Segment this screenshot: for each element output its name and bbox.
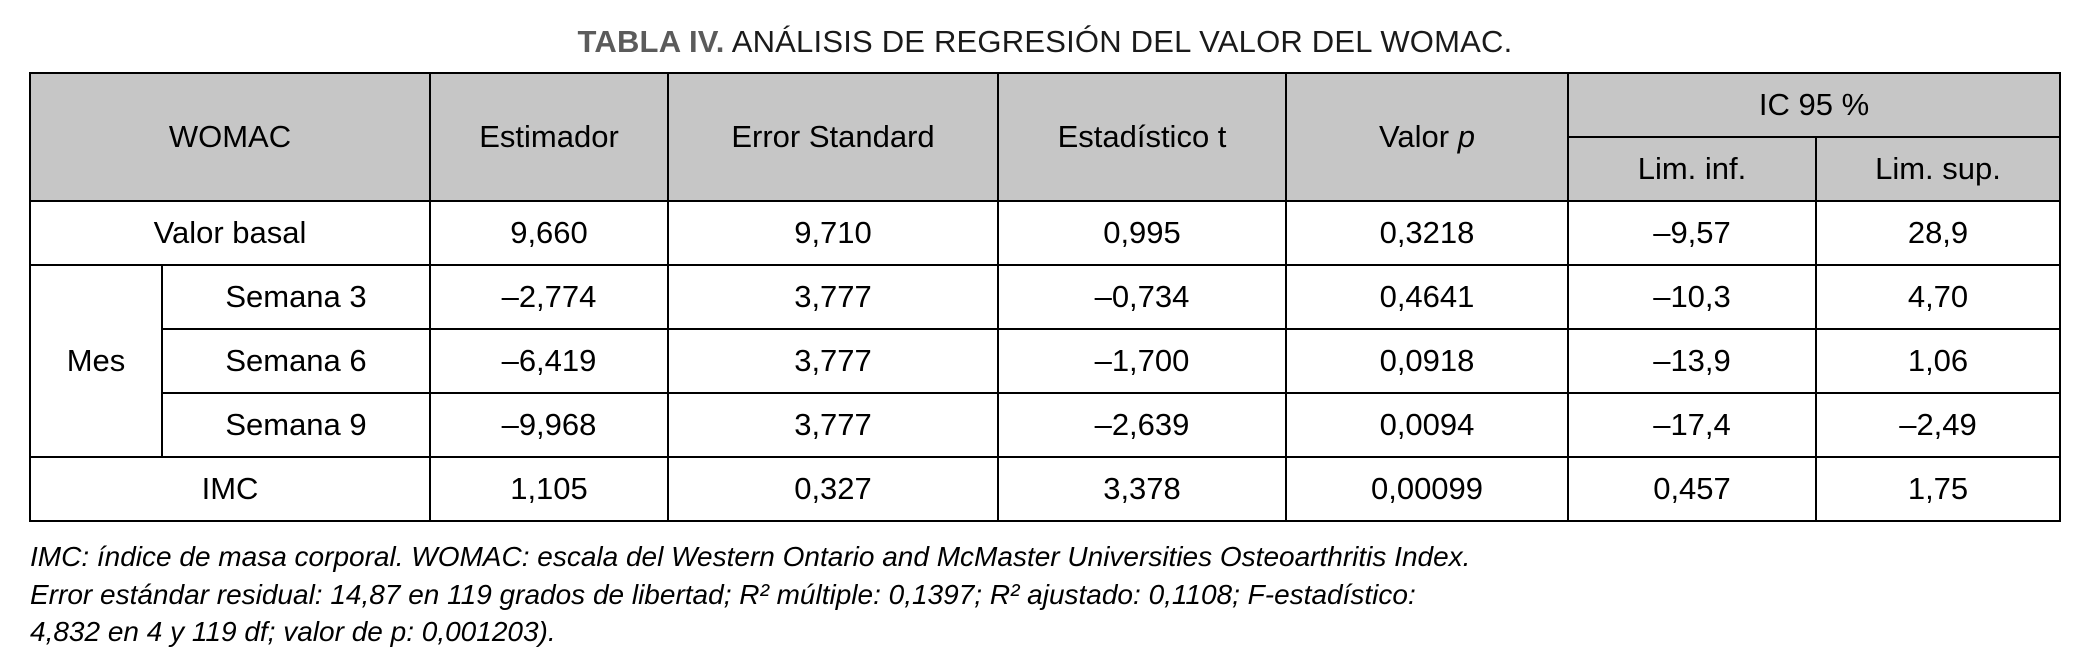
row-label-imc: IMC [30, 457, 430, 521]
cell-error-standard: 0,327 [668, 457, 998, 521]
cell-valor-p: 0,00099 [1286, 457, 1568, 521]
cell-lim-sup: –2,49 [1816, 393, 2060, 457]
header-valor-p-prefix: Valor [1379, 119, 1458, 154]
cell-error-standard: 3,777 [668, 265, 998, 329]
footnote-line-2: Error estándar residual: 14,87 en 119 grados de libertad; R² múltiple: 0,1397; R² ajustado: 0,1108; F-estadístico: [30, 578, 1416, 610]
cell-estadistico-t: –2,639 [998, 393, 1286, 457]
cell-lim-inf: –13,9 [1568, 329, 1816, 393]
cell-estadistico-t: 3,378 [998, 457, 1286, 521]
row-label-semana-6: Semana 6 [162, 329, 430, 393]
caption-label: TABLA IV. [577, 24, 725, 59]
table-footnotes [30, 538, 2060, 651]
cell-lim-sup: 4,70 [1816, 265, 2060, 329]
header-lim-inf: Lim. inf. [1568, 137, 1816, 201]
table-row [30, 457, 2060, 521]
header-valor-p [1286, 73, 1568, 201]
table-row [30, 201, 2060, 265]
cell-error-standard: 3,777 [668, 329, 998, 393]
caption-text: ANÁLISIS DE REGRESIÓN DEL VALOR DEL WOMAC. [731, 24, 1513, 59]
table-caption [22, 24, 2068, 60]
table-header-row-1 [30, 73, 2060, 137]
cell-estadistico-t: –1,700 [998, 329, 1286, 393]
cell-valor-p: 0,3218 [1286, 201, 1568, 265]
cell-lim-sup: 1,75 [1816, 457, 2060, 521]
table-row [30, 265, 2060, 329]
footnote-line-1: IMC: índice de masa corporal. WOMAC: escala del Western Ontario and McMaster Universities Osteoarthritis Index. [30, 541, 1471, 572]
cell-estimador: –2,774 [430, 265, 668, 329]
header-lim-sup: Lim. sup. [1816, 137, 2060, 201]
header-ic95: IC 95 % [1568, 73, 2060, 137]
row-group-label-mes: Mes [30, 265, 162, 457]
table-row [30, 393, 2060, 457]
cell-estadistico-t: –0,734 [998, 265, 1286, 329]
regression-table [29, 72, 2061, 522]
row-label-valor-basal: Valor basal [30, 201, 430, 265]
cell-valor-p: 0,0918 [1286, 329, 1568, 393]
row-label-semana-3: Semana 3 [162, 265, 430, 329]
cell-lim-sup: 1,06 [1816, 329, 2060, 393]
header-error-standard: Error Standard [668, 73, 998, 201]
header-estimador: Estimador [430, 73, 668, 201]
cell-lim-inf: –10,3 [1568, 265, 1816, 329]
row-label-semana-9: Semana 9 [162, 393, 430, 457]
header-womac: WOMAC [30, 73, 430, 201]
cell-lim-inf: 0,457 [1568, 457, 1816, 521]
cell-valor-p: 0,4641 [1286, 265, 1568, 329]
cell-error-standard: 9,710 [668, 201, 998, 265]
header-valor-p-symbol: p [1457, 119, 1475, 154]
cell-lim-sup: 28,9 [1816, 201, 2060, 265]
cell-lim-inf: –9,57 [1568, 201, 1816, 265]
cell-valor-p: 0,0094 [1286, 393, 1568, 457]
cell-lim-inf: –17,4 [1568, 393, 1816, 457]
table-row [30, 329, 2060, 393]
footnote-line-3: 4,832 en 4 y 119 df; valor de p: 0,001203). [30, 616, 556, 648]
cell-estimador: –9,968 [430, 393, 668, 457]
header-estadistico-t: Estadístico t [998, 73, 1286, 201]
cell-estadistico-t: 0,995 [998, 201, 1286, 265]
cell-error-standard: 3,777 [668, 393, 998, 457]
cell-estimador: –6,419 [430, 329, 668, 393]
cell-estimador: 1,105 [430, 457, 668, 521]
cell-estimador: 9,660 [430, 201, 668, 265]
